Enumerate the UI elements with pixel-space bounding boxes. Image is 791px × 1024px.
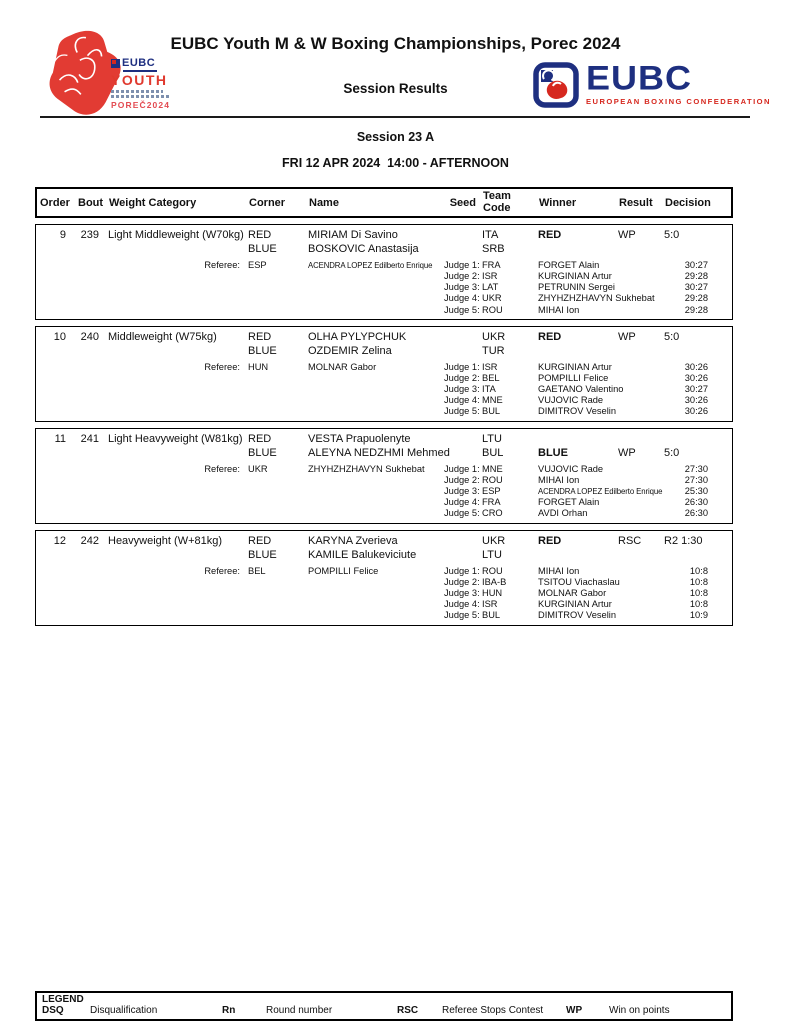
judge-label: Judge 1: bbox=[444, 565, 480, 576]
judge-country: UKR bbox=[482, 293, 502, 304]
corner-label-red: RED bbox=[248, 432, 272, 445]
corner-label-red: RED bbox=[248, 228, 272, 241]
result-value: WP bbox=[618, 228, 636, 241]
officials-row bbox=[36, 464, 732, 475]
judge-name: MOLNAR Gabor bbox=[538, 587, 607, 598]
judge-label: Judge 1: bbox=[444, 463, 480, 474]
judge-row bbox=[36, 588, 732, 599]
decision-value: 5:0 bbox=[664, 330, 680, 343]
bout-result-card bbox=[35, 530, 733, 626]
judge-name: VUJOVIC Rade bbox=[538, 395, 604, 406]
col-header-weight: Weight Category bbox=[109, 196, 197, 209]
judge-name: FORGET Alain bbox=[538, 259, 600, 270]
judge-label: Judge 3: bbox=[444, 384, 480, 395]
boxer-name-red: KARYNA Zverieva bbox=[308, 534, 398, 547]
judge-country: ROU bbox=[482, 474, 503, 485]
judge-name: KURGINIAN Artur bbox=[538, 361, 612, 372]
judge-score: 10:8 bbox=[689, 565, 708, 576]
referee-name: MOLNAR Gabor bbox=[308, 361, 377, 372]
blue-corner-row bbox=[36, 446, 732, 461]
bout-number: 240 bbox=[80, 330, 99, 343]
judge-country: IBA-B bbox=[482, 576, 507, 587]
red-corner-row bbox=[36, 534, 732, 549]
winner-value: RED bbox=[538, 330, 562, 343]
decision-value: 5:0 bbox=[664, 228, 680, 241]
referee-name: ACENDRA LOPEZ Edilberto Enrique bbox=[308, 260, 433, 270]
decision-value: R2 1:30 bbox=[664, 534, 703, 547]
judge-country: CRO bbox=[482, 508, 503, 519]
col-header-order: Order bbox=[40, 196, 70, 209]
judge-label: Judge 4: bbox=[444, 497, 480, 508]
judge-name: ACENDRA LOPEZ Edilberto Enrique bbox=[538, 487, 663, 496]
bout-number: 239 bbox=[80, 228, 99, 241]
judge-country: MNE bbox=[482, 395, 503, 406]
col-header-seed: Seed bbox=[449, 196, 476, 209]
judge-score: 29:28 bbox=[684, 293, 708, 304]
corner-label-blue: BLUE bbox=[248, 447, 277, 460]
boxer-name-blue: ALEYNA NEDZHMI Mehmed bbox=[308, 447, 450, 460]
col-header-decision: Decision bbox=[665, 196, 711, 209]
winner-value bbox=[536, 548, 614, 563]
seed-red bbox=[444, 228, 478, 243]
seed-red bbox=[444, 330, 478, 345]
referee-label: Referee: bbox=[204, 259, 240, 270]
judge-label: Judge 5: bbox=[444, 406, 480, 417]
winner-value: BLUE bbox=[538, 447, 568, 460]
referee-country: ESP bbox=[248, 259, 267, 270]
judge-name: KURGINIAN Artur bbox=[538, 270, 612, 281]
page-title: EUBC Youth M & W Boxing Championships, Porec 2024 bbox=[170, 34, 621, 53]
result-value bbox=[614, 242, 664, 257]
results-table bbox=[35, 187, 733, 626]
bout-order: 9 bbox=[59, 228, 66, 241]
mini-porec-label: POREČ2024 bbox=[111, 99, 171, 110]
corner-label-red: RED bbox=[248, 330, 272, 343]
judge-name: KURGINIAN Artur bbox=[538, 599, 612, 610]
team-code-red: UKR bbox=[482, 534, 506, 547]
team-code-red: ITA bbox=[482, 228, 499, 241]
col-header-winner: Winner bbox=[539, 196, 577, 209]
referee-label: Referee: bbox=[204, 361, 240, 372]
corner-label-blue: BLUE bbox=[248, 345, 277, 358]
seed-blue bbox=[444, 446, 478, 461]
judge-country: HUN bbox=[482, 587, 503, 598]
judge-country: BUL bbox=[482, 406, 501, 417]
judge-name: MIHAI Ion bbox=[538, 565, 580, 576]
weight-category: Heavyweight (W+81kg) bbox=[108, 534, 223, 547]
judge-label: Judge 2: bbox=[444, 474, 480, 485]
judge-name: GAETANO Valentino bbox=[538, 384, 624, 395]
judge-label: Judge 2: bbox=[444, 372, 480, 383]
winner-value bbox=[536, 432, 614, 447]
judge-name: DIMITROV Veselin bbox=[538, 610, 617, 621]
judge-row bbox=[36, 271, 732, 282]
judge-score: 27:30 bbox=[684, 474, 708, 485]
red-corner-row bbox=[36, 330, 732, 345]
judge-country: ISR bbox=[482, 270, 498, 281]
bout-order: 10 bbox=[53, 330, 66, 343]
header-divider bbox=[40, 116, 750, 118]
judge-row bbox=[36, 282, 732, 293]
judge-country: ROU bbox=[482, 304, 503, 315]
judge-name: FORGET Alain bbox=[538, 497, 600, 508]
red-corner-row bbox=[36, 432, 732, 447]
corner-label-blue: BLUE bbox=[248, 243, 277, 256]
team-code-red: UKR bbox=[482, 330, 506, 343]
session-title: Session 23 A bbox=[356, 130, 435, 144]
winner-value bbox=[536, 242, 614, 257]
judge-row bbox=[36, 406, 732, 417]
col-header-result: Result bbox=[619, 196, 653, 209]
boxer-name-red: OLHA PYLYPCHUK bbox=[308, 330, 407, 343]
boxer-name-red: MIRIAM Di Savino bbox=[308, 228, 398, 241]
judge-score: 10:9 bbox=[689, 610, 708, 621]
judge-row bbox=[36, 599, 732, 610]
judge-score: 26:30 bbox=[684, 508, 708, 519]
judge-country: BUL bbox=[482, 610, 501, 621]
legend-items bbox=[37, 1005, 731, 1016]
judge-label: Judge 3: bbox=[444, 486, 480, 496]
legend-box bbox=[35, 991, 733, 1021]
judge-name: AVDI Orhan bbox=[538, 508, 588, 519]
judge-name: MIHAI Ion bbox=[538, 304, 580, 315]
judge-country: FRA bbox=[482, 259, 501, 270]
judge-row bbox=[36, 395, 732, 406]
judge-score: 26:30 bbox=[684, 497, 708, 508]
seed-red bbox=[444, 534, 478, 549]
judge-country: BEL bbox=[482, 372, 500, 383]
judge-label: Judge 2: bbox=[444, 576, 480, 587]
seed-blue bbox=[444, 344, 478, 359]
team-code-blue: TUR bbox=[482, 345, 505, 358]
judge-name: DIMITROV Veselin bbox=[538, 406, 617, 417]
judge-row bbox=[36, 508, 732, 519]
referee-label: Referee: bbox=[204, 565, 240, 576]
result-value: RSC bbox=[618, 534, 642, 547]
eubc-logo bbox=[533, 58, 771, 108]
judge-name: POMPILLI Felice bbox=[538, 372, 609, 383]
referee-name: POMPILLI Felice bbox=[308, 565, 379, 576]
bout-number: 242 bbox=[80, 534, 99, 547]
judge-country: MNE bbox=[482, 463, 503, 474]
boxer-name-red: VESTA Prapuolenyte bbox=[308, 432, 411, 445]
judge-score: 10:8 bbox=[689, 576, 708, 587]
judge-label: Judge 1: bbox=[444, 259, 480, 270]
judge-country: ROU bbox=[482, 565, 503, 576]
weight-category: Light Middleweight (W70kg) bbox=[108, 228, 244, 241]
legend-text: Referee Stops Contest bbox=[442, 1005, 544, 1016]
judge-score: 30:26 bbox=[684, 361, 708, 372]
judge-label: Judge 1: bbox=[444, 361, 480, 372]
judge-label: Judge 5: bbox=[444, 610, 480, 621]
winner-value bbox=[536, 344, 614, 359]
judge-label: Judge 2: bbox=[444, 270, 480, 281]
judge-row bbox=[36, 486, 732, 497]
judge-score: 29:28 bbox=[684, 304, 708, 315]
bout-result-card bbox=[35, 428, 733, 524]
team-code-blue: LTU bbox=[482, 549, 502, 562]
red-corner-row bbox=[36, 228, 732, 243]
bout-result-card bbox=[35, 326, 733, 422]
judge-row bbox=[36, 475, 732, 486]
legend-text: Win on points bbox=[609, 1005, 670, 1016]
mini-eubc-flag-icon bbox=[111, 59, 120, 68]
judge-country: ISR bbox=[482, 361, 498, 372]
decision-value bbox=[664, 432, 732, 447]
bout-number: 241 bbox=[80, 432, 99, 445]
referee-country: HUN bbox=[248, 361, 269, 372]
referee-country: BEL bbox=[248, 565, 266, 576]
officials-row bbox=[36, 566, 732, 577]
result-value: WP bbox=[618, 330, 636, 343]
judge-label: Judge 4: bbox=[444, 599, 480, 610]
legend-text: Round number bbox=[266, 1005, 333, 1016]
officials-row bbox=[36, 260, 732, 271]
decision-value bbox=[664, 548, 732, 563]
judge-name: MIHAI Ion bbox=[538, 474, 580, 485]
judge-row bbox=[36, 384, 732, 395]
decision-value bbox=[664, 344, 732, 359]
corner-label-blue: BLUE bbox=[248, 549, 277, 562]
team-code-blue: BUL bbox=[482, 447, 504, 460]
legend-abbr: WP bbox=[566, 1005, 583, 1016]
boxer-name-blue: KAMILE Balukeviciute bbox=[308, 549, 417, 562]
judge-row bbox=[36, 610, 732, 621]
legend-abbr: Rn bbox=[222, 1005, 236, 1016]
bout-result-card bbox=[35, 224, 733, 320]
judge-label: Judge 5: bbox=[444, 508, 480, 519]
judge-label: Judge 4: bbox=[444, 293, 480, 304]
bout-order: 12 bbox=[53, 534, 66, 547]
col-header-name: Name bbox=[309, 196, 339, 209]
judge-row bbox=[36, 497, 732, 508]
seed-red bbox=[444, 432, 478, 447]
eubc-wordmark: EUBC bbox=[586, 58, 693, 98]
judge-score: 30:27 bbox=[684, 282, 708, 293]
judge-score: 30:26 bbox=[684, 372, 708, 383]
result-value bbox=[614, 432, 664, 447]
referee-label: Referee: bbox=[204, 463, 240, 474]
judge-label: Judge 3: bbox=[444, 587, 480, 598]
team-code-red: LTU bbox=[482, 432, 502, 445]
referee-name: ZHYHZHZHAVYN Sukhebat bbox=[308, 463, 425, 474]
officials-row bbox=[36, 362, 732, 373]
seed-blue bbox=[444, 548, 478, 563]
winner-value: RED bbox=[538, 228, 562, 241]
judge-name: TSITOU Viachaslau bbox=[538, 576, 620, 587]
judge-score: 30:27 bbox=[684, 384, 708, 395]
report-subtitle: Session Results bbox=[343, 81, 448, 96]
weight-category: Middleweight (W75kg) bbox=[108, 330, 217, 343]
judge-label: Judge 5: bbox=[444, 304, 480, 315]
col-header-teamcode: Team Code bbox=[483, 190, 511, 214]
judge-label: Judge 4: bbox=[444, 395, 480, 406]
team-code-blue: SRB bbox=[482, 243, 505, 256]
judge-score: 10:8 bbox=[689, 587, 708, 598]
judge-score: 30:26 bbox=[684, 395, 708, 406]
weight-category: Light Heavyweight (W81kg) bbox=[108, 432, 243, 445]
judge-row bbox=[36, 293, 732, 304]
col-header-corner: Corner bbox=[249, 196, 286, 209]
eubc-glove-icon bbox=[533, 62, 579, 108]
bout-order: 11 bbox=[54, 432, 66, 445]
results-table-header bbox=[35, 187, 733, 218]
decision-value bbox=[664, 242, 732, 257]
judge-name: PETRUNIN Sergei bbox=[538, 282, 615, 293]
result-value bbox=[614, 344, 664, 359]
judge-country: ESP bbox=[482, 486, 501, 496]
legend-title: LEGEND bbox=[42, 994, 84, 1005]
mini-youth-label: YOUTH bbox=[111, 72, 168, 88]
judge-score: 25:30 bbox=[684, 486, 708, 496]
boxer-name-blue: OZDEMIR Zelina bbox=[308, 345, 392, 358]
judge-country: ITA bbox=[482, 384, 496, 395]
eubc-logo-text bbox=[586, 58, 771, 106]
judge-row bbox=[36, 373, 732, 384]
judge-name: VUJOVIC Rade bbox=[538, 463, 604, 474]
referee-country: UKR bbox=[248, 463, 268, 474]
winner-value: RED bbox=[538, 534, 562, 547]
mini-eubc-label: EUBC bbox=[122, 57, 156, 69]
col-header-bout: Bout bbox=[78, 196, 104, 209]
judge-row bbox=[36, 577, 732, 588]
legend-abbr: DSQ bbox=[42, 1005, 64, 1016]
legend-text: Disqualification bbox=[90, 1005, 158, 1016]
blue-corner-row bbox=[36, 344, 732, 359]
judge-country: LAT bbox=[482, 282, 499, 293]
result-value bbox=[614, 548, 664, 563]
legend-abbr: RSC bbox=[397, 1005, 419, 1016]
judge-name: ZHYHZHZHAVYN Sukhebat bbox=[538, 293, 655, 304]
judge-country: ISR bbox=[482, 599, 498, 610]
decision-value: 5:0 bbox=[664, 447, 680, 460]
judge-row bbox=[36, 305, 732, 316]
judge-label: Judge 3: bbox=[444, 282, 480, 293]
judge-score: 27:30 bbox=[684, 463, 708, 474]
blue-corner-row bbox=[36, 242, 732, 257]
judge-score: 10:8 bbox=[689, 599, 708, 610]
blue-corner-row bbox=[36, 548, 732, 563]
session-datetime: FRI 12 APR 2024 14:00 - AFTERNOON bbox=[282, 156, 509, 170]
bout-list bbox=[35, 224, 733, 626]
judge-score: 30:27 bbox=[684, 259, 708, 270]
boxer-name-blue: BOSKOVIC Anastasija bbox=[308, 243, 419, 256]
judge-score: 30:26 bbox=[684, 406, 708, 417]
eubc-tagline: EUROPEAN BOXING CONFEDERATION bbox=[586, 97, 771, 106]
seed-blue bbox=[444, 242, 478, 257]
judge-country: FRA bbox=[482, 497, 501, 508]
corner-label-red: RED bbox=[248, 534, 272, 547]
result-value: WP bbox=[618, 447, 636, 460]
judge-score: 29:28 bbox=[684, 270, 708, 281]
